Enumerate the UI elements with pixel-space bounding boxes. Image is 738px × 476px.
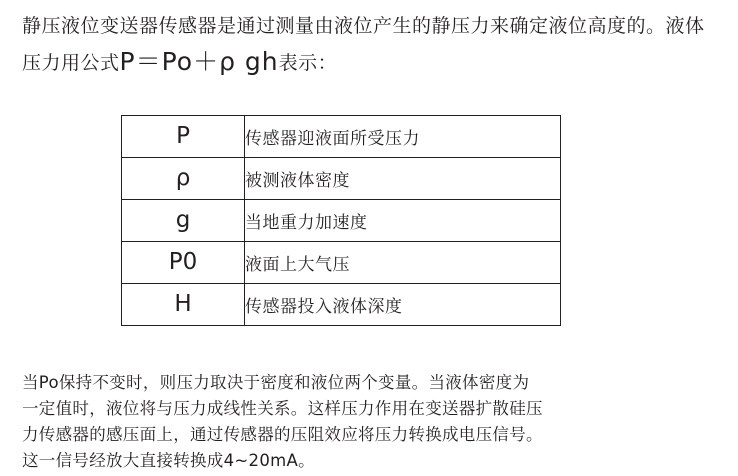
symbol-text: g bbox=[175, 207, 191, 233]
symbol-text: H bbox=[174, 291, 192, 317]
symbol-table-wrapper bbox=[121, 115, 561, 326]
description-cell: 传感器迎液面所受压力 bbox=[245, 116, 561, 158]
symbol-cell bbox=[122, 242, 245, 284]
intro-text-before: 静压液位变送器传感器是通过测量由液位产生的静压力来确定液位高度的。液体压力用公式 bbox=[22, 15, 705, 74]
symbol-text: P bbox=[176, 123, 190, 149]
intro-paragraph bbox=[22, 8, 722, 81]
symbol-cell bbox=[122, 116, 245, 158]
table-row bbox=[122, 116, 561, 158]
description-cell: 被测液体密度 bbox=[245, 158, 561, 200]
table-row bbox=[122, 158, 561, 200]
pressure-formula: P＝Po＋ρ gh bbox=[119, 47, 279, 76]
description-cell: 当地重力加速度 bbox=[245, 200, 561, 242]
symbol-definitions-table bbox=[121, 115, 561, 326]
outro-line-4: 这一信号经放大直接转换成4~20mA。 bbox=[22, 451, 315, 470]
outro-line-3: 力传感器的感压面上，通过传感器的压阻效应将压力转换成电压信号。 bbox=[22, 425, 543, 444]
description-cell: 液面上大气压 bbox=[245, 242, 561, 284]
symbol-cell bbox=[122, 158, 245, 200]
symbol-text: ρ bbox=[175, 165, 191, 191]
symbol-text: P0 bbox=[168, 249, 198, 275]
symbol-cell bbox=[122, 284, 245, 326]
outro-paragraph bbox=[22, 370, 712, 474]
description-cell: 传感器投入液体深度 bbox=[245, 284, 561, 326]
outro-line-2: 一定值时，液位将与压力成线性关系。这样压力作用在变送器扩散硅压 bbox=[22, 399, 543, 418]
outro-line-1: 当Po保持不变时，则压力取决于密度和液位两个变量。当液体密度为 bbox=[22, 373, 530, 392]
table-row bbox=[122, 284, 561, 326]
table-row bbox=[122, 242, 561, 284]
symbol-cell bbox=[122, 200, 245, 242]
intro-text-after: 表示： bbox=[278, 52, 338, 74]
table-row bbox=[122, 200, 561, 242]
